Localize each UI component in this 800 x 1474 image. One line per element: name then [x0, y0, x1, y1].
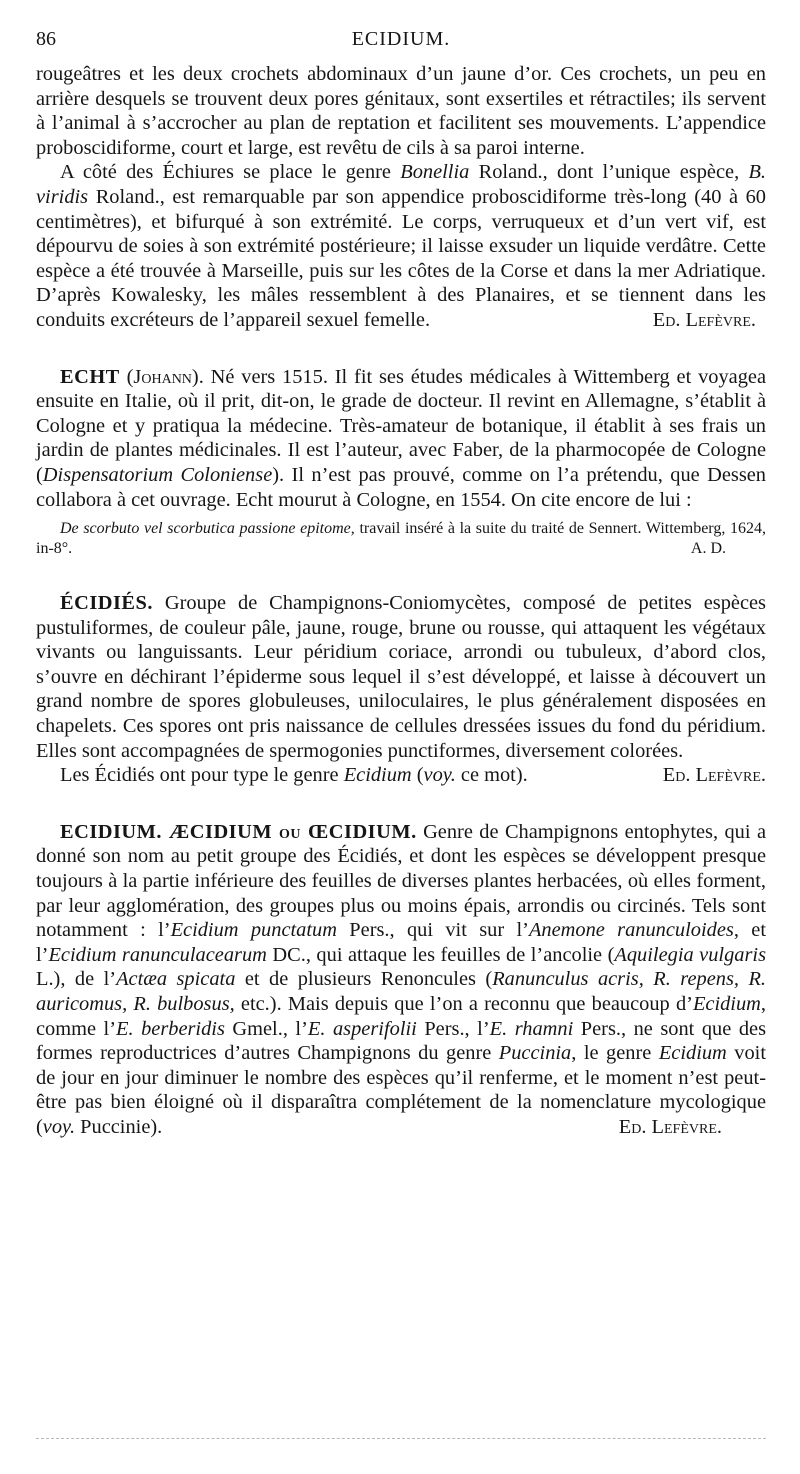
text-run: etc.). Mais depuis que l’on a reconnu que beaucoup d’	[234, 993, 693, 1015]
text-run: Roland., est remarquable par son appendice proboscidiforme très-long (40 à 60 centimètres), et bifurqué à son extrémité. Le corps, verruqueux et d’un vert vif, est dépourvu de soies à son extrémité postérieure; il laisse exsuder un liquide verdâtre. Cette espèce a été trouvée à Marseille, puis sur les côtes de la Corse et dans la mer Adriatique. D’après Kowalesky, les mâles ressemblent à des Planaires, et se tiennent dans les conduits excréteurs de l’appareil sexuel femelle.	[36, 185, 766, 331]
paragraph	[36, 591, 766, 763]
page-number: 86	[36, 28, 56, 50]
genus-name: Puccinia	[498, 1042, 572, 1065]
text-run: , et l’	[36, 919, 767, 966]
text-run: , comme l’	[36, 993, 766, 1040]
text-run: et de plusieurs Renoncules (	[235, 968, 493, 991]
text-run: ). Il n’est pas prouvé, comme on l’a prétendu, que Dessen collabora à cet ouvrage. Echt mourut à Cologne, en 1554. On cite encore de lui :	[36, 463, 766, 511]
text-run: A côté des Échiures se place le genre	[60, 161, 401, 184]
headword: ECHT	[60, 365, 120, 388]
text-run: Roland., dont l’unique espèce,	[469, 161, 749, 184]
species-name: Anemone ranunculoides	[528, 919, 734, 942]
text-run: Gmel., l’	[224, 1017, 308, 1040]
text-run: Pers., ne sont que des formes reproductrices d’autres Champignons du genre	[36, 1017, 767, 1065]
text-run: Puccinie).	[75, 1115, 163, 1138]
cross-reference: voy.	[42, 1115, 76, 1138]
text-run: Pers., l’	[416, 1017, 490, 1040]
dictionary-page	[36, 28, 766, 1140]
text-run: Pers., qui vit sur l’	[336, 919, 529, 942]
entry-echiurus-continuation	[36, 62, 766, 333]
paragraph	[36, 820, 766, 1140]
species-name: Ranunculus acris, R. repens, R. auricomus, R. bulbosus,	[36, 968, 766, 1015]
author-signature: A. D.	[690, 540, 726, 558]
paragraph: rougeâtres et les deux crochets abdominaux d’un jaune d’or. Ces crochets, un peu en arrière desquels se trouvent deux pores génitaux, sont exsertiles et rétractiles; ils servent à l’animal à s’accrocher au plan de reptation et facilitent ses mouvements. L’appendice proboscidiforme, court et large, est revêtu de cils à sa paroi interne.	[36, 63, 766, 159]
headword: ÉCIDIÉS.	[60, 592, 153, 615]
text-run: , le genre	[571, 1042, 659, 1065]
text-run: Les Écidiés ont pour type le genre	[60, 764, 344, 787]
headword: ECIDIUM. ÆCIDIUM ou ŒCIDIUM.	[60, 820, 417, 843]
cross-reference: voy.	[423, 764, 456, 787]
text-run: L.), de l’	[36, 968, 117, 991]
text-run: Genre de Champignons entophytes, qui a donné son nom au petit groupe des Écidiés, et dont les espèces se développent presque toujours à la partie inférieure des feuilles de diverses plantes herbacées, où elles forment, par leur agglomération, des groupes plus ou moins épais, arrondis ou circinés. Tels sont notamment : l’	[36, 820, 766, 942]
entry-echt	[36, 365, 766, 560]
running-title: ECIDIUM.	[351, 28, 451, 50]
text-run: ce mot).	[455, 764, 528, 787]
forename: Johann	[133, 365, 192, 388]
entry-ecidium	[36, 820, 766, 1140]
bibliography-entry	[36, 519, 766, 559]
paragraph	[36, 763, 766, 788]
page-header	[36, 28, 766, 62]
species-name: E. asperifolii	[307, 1017, 417, 1040]
author-signature: Ed. Lefèvre.	[618, 1115, 722, 1138]
bibliography-details: travail inséré à la suite du traité de Sennert. Wittemberg, 1624, in-8°.	[36, 520, 767, 558]
species-name: Aquilegia vulgaris	[614, 943, 767, 966]
text-run: Groupe de Champignons-Coniomycètes, composé de petites espèces pustuliformes, de couleur pâle, jaune, rouge, brune ou rousse, qui attaquent les végétaux vivants ou languissants. Leur péridium coriace, arrondi ou tubuleux, d’abord clos, s’ouvre en déchirant l’épiderme sous lequel il s’est développé, et laisse à découvert un grand nombre de spores globuleuses, uniloculaires, le plus généralement disposées en chapelets. Ces spores ont pris naissance de cellules dressées issues du fond du péridium. Elles sont accompagnées de spermogonies punctiformes, diversement colorées.	[36, 592, 766, 762]
species-name: E. rhamni	[489, 1017, 574, 1040]
species-name: Ecidium ranunculacearum	[48, 943, 267, 966]
author-signature: Ed. Lefèvre.	[652, 308, 756, 331]
genus-name: Ecidium	[692, 993, 761, 1015]
entry-ecidies	[36, 591, 766, 788]
work-title: Dispensatorium Coloniense	[42, 463, 273, 486]
paragraph: ECHT (Johann). Né vers 1515. Il fit ses études médicales à Wittemberg et voyagea ensuite en Italie, où il prit, dit-on, le grade de docteur. Il revint en Allemagne, s’établit à Cologne et y pratiqua la médecine. Très-amateur de botanique, il établit à ses frais un jardin de plantes médicinales. Il est l’auteur, avec Faber, de la pharmocopée de Cologne (Dispensatorium Coloniense). Il n’est pas prouvé, comme on l’a prétendu, que Dessen collabora à cet ouvrage. Echt mourut à Cologne, en 1554. On cite encore de lui :	[36, 365, 767, 511]
species-name: Ecidium punctatum	[170, 919, 337, 942]
paragraph-bonellia	[36, 160, 766, 332]
text-run: Né vers 1515. Il fit ses études médicales à Wittemberg et voyagea ensuite en Italie, où il prit, dit-on, le grade de docteur. Il revint en Allemagne, s’établit à Cologne et y pratiqua la médecine. Très-amateur de botanique, il établit à ses frais un jardin de plantes médicinales. Il est l’auteur, avec Faber, de la pharmocopée de Cologne (	[36, 365, 767, 486]
bibliography-title: De scorbuto vel scorbutica passione epitome,	[60, 520, 355, 538]
species-name: B. viridis	[36, 161, 766, 208]
genus-name: Ecidium	[343, 764, 412, 787]
text-run: DC., qui attaque les feuilles de l’ancolie (	[266, 943, 615, 966]
genus-name: Ecidium	[658, 1042, 727, 1065]
text-run: voit de jour en jour diminuer le nombre des espèces qu’il renferme, et le moment n’est peut-être pas bien éloigné où il disparaîtra complétement de la nomenclature mycologique (	[36, 1042, 766, 1138]
text-run: (	[411, 764, 424, 787]
species-name: E. berberidis	[116, 1017, 225, 1040]
genus-name: Bonellia	[400, 161, 470, 184]
author-signature: Ed. Lefèvre.	[662, 764, 766, 787]
species-name: Actæa spicata	[116, 968, 236, 991]
page-bottom-rule	[36, 1438, 766, 1439]
